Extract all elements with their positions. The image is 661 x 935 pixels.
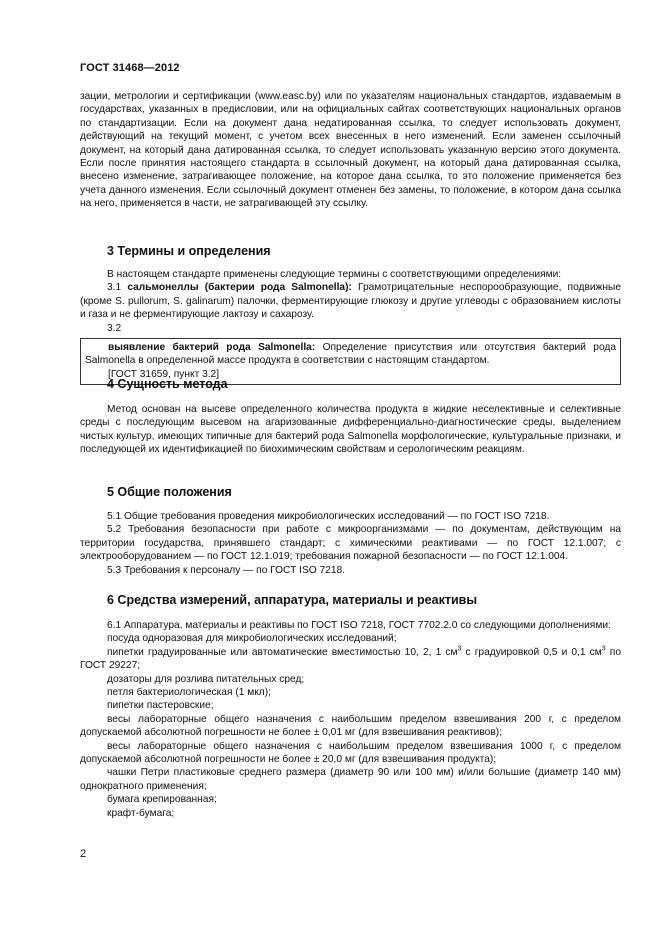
section-terms [80,244,621,385]
section-heading: 3 Термины и определения [107,244,271,258]
paragraph-5-1: 5.1 Общие требования проведения микробиологических исследований — по ГОСТ ISO 7218. [107,511,550,522]
term-definition: Грамотрицательные неспорообразующие, подвижные (кроме S. pullorum, S. galinarum) палочки, ферментирующие глюкозу и другие углеводы с образованием кислоты и газа и не ферментирующие лактозу и сахарозу. [80,282,621,321]
list-item: пипетки пастеровские; [107,700,214,712]
intro-section [80,90,621,211]
paragraph-5-3: 5.3 Требования к персоналу — по ГОСТ ISO 7218. [107,564,346,576]
paragraph-5-2: 5.2 Требования безопасности при работе с микроорганизмами — по документам, действующим на территории государства, принявшего стандарт; с химическими реактивами — по ГОСТ 12.1.007; с электрооборудованием — по ГОСТ 12.1.019; требования пожарной безопасности — по ГОСТ 12.1.004. [80,524,621,563]
page-number: 2 [80,848,87,860]
section-general [80,485,621,577]
section-heading: 5 Общие положения [107,485,232,499]
list-item: посуда одноразовая для микробиологических исследований; [107,633,397,645]
list-item: дозаторы для розлива питательных сред; [107,673,305,685]
term-number: 3.2 [107,322,122,334]
term-salmonella: 3.1 сальмонеллы (бактерии рода Salmonella): Грамотрицательные неспорообразующие, подвижные (кроме S. pullorum, S. galinarum) палочки, ферментирующие глюкозу и другие углеводы с образованием кислоты и газа и не ферментирующие лактозу и сахарозу. [80,282,621,321]
section-heading: 6 Средства измерений, аппаратура, материалы и реактивы [107,593,477,607]
section-equipment [80,593,621,820]
section-method [80,377,621,457]
term-name: сальмонеллы (бактерии рода Salmonella): [127,282,352,294]
list-item: чашки Петри пластиковые среднего размера (диаметр 90 или 100 мм) и/или большие (диаметр 140 мм) однократного применения; [80,767,621,792]
paragraph-6-1: 6.1 Аппаратура, материалы и реактивы по ГОСТ ISO 7218, ГОСТ 7702.2.0 со следующими дополнениями: [107,620,611,631]
document-header: ГОСТ 31468—2012 [80,62,180,74]
method-text: Метод основан на высеве определенного количества продукта в жидкие неселективные и селективные среды с последующим высевом на агаризованные дифференциально-диагностические среды, выделением чистых культур, имеющих типичные для бактерий рода Salmonella морфологические, культуральные признаки, и последующей их идентификацией по биохимическим свойствам и серологическим реакциям. [80,404,621,456]
term-detection [85,341,616,368]
list-item: бумага крепированная; [107,794,217,806]
list-item: весы лабораторные общего назначения с наибольшим пределом взвешивания 200 г, с пределом допускаемой абсолютной погрешности не более ± 0,01 мг (для взвешивания реактивов); [80,713,621,739]
terms-intro: В настоящем стандарте применены следующие термины с соответствующими определениями: [107,269,562,280]
list-item: пипетки градуированные или автоматические вместимостью 10, 2, 1 $см^3$ с градуировкой 0,5 и 0,1 $см^3$ по ГОСТ 29227; [80,645,621,672]
list-item: петля бактериологическая (1 мкл); [107,687,271,699]
list-item: крафт-бумага; [107,807,175,819]
intro-paragraph: зации, метрологии и сертификации (www.easc.by) или по указателям национальных стандартов, издаваемым в государствах, указанных в предисловии, или на официальных сайтах соответствующих национальных органов по стандартизации. Если на документ дана недатированная ссылка, то следует использовать документ, действующий на текущий момент, с учетом всех внесенных в него изменений. Если заменен ссылочный документ, на который дана датированная ссылка, то следует использовать указанную версию этого документа. Если после принятия настоящего стандарта в ссылочный документ, на который дана датированная ссылка, внесено изменение, затрагивающее положение, на которое дана ссылка, то это положение применяется без учета данного изменения. Если ссылочный документ отменен без замены, то положение, в котором дана ссылка на него, применяется в части, не затрагивающей эту ссылку. [80,91,621,210]
term-name: выявление бактерий рода Salmonella: [108,342,316,354]
term-definition: Определение присутствия или отсутствия бактерий рода Salmonella в определенной массе продукта в соответствии с настоящим стандартом. [85,342,616,367]
section-heading: 4 Сущность метода [107,377,228,391]
term-reference: [ГОСТ 31659, пункт 3.2] [108,368,220,380]
list-item: весы лабораторные общего назначения с наибольшим пределом взвешивания 1000 г, с пределом допускаемой абсолютной погрешности не более ± 20,0 мг (для взвешивания продукта); [80,740,621,766]
